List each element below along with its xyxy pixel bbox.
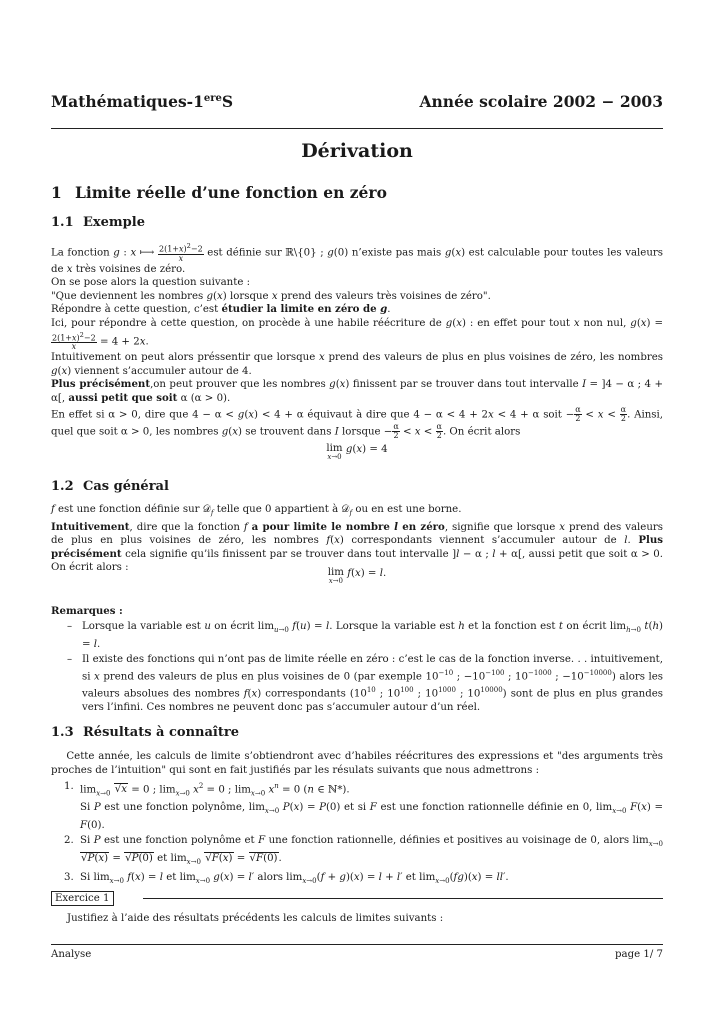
header-school-year: Année scolaire 2002 − 2003 bbox=[419, 92, 663, 111]
results-list bbox=[51, 780, 663, 891]
footer-left: Analyse bbox=[51, 949, 92, 960]
footer-page-number: page 1/ 7 bbox=[614, 949, 663, 960]
list-item: 2. Si P est une fonction polynôme et F une fonction rationnelle, définies et positives au voisinage de 0, alors $\lim_{x\to 0} √P(x) = √P(0)$ et $\lim_{x\to 0} √F(x) = √F(0)$. bbox=[64, 835, 663, 866]
list-item: 3. Si $\lim_{x\to 0} f(x) = l$ et $\lim_{x\to 0} g(x) = l'$ alors $\lim_{x\to 0}(f + g)(x) = l + l'$ et $\lim_{x\to 0}(fg)(x) = ll'$. bbox=[64, 872, 509, 886]
header-rule bbox=[51, 128, 663, 129]
exercise-header bbox=[51, 891, 663, 907]
page-header bbox=[51, 92, 663, 116]
exercise-label: Exercice 1 bbox=[51, 891, 114, 906]
exercise-rule bbox=[143, 898, 663, 899]
list-item: – Lorsque la variable est u on écrit $\lim_{u\to 0} f(u) = l$. Lorsque la variable est h et la fonction est t on écrit $\lim_{h\to 0} t(h) = l$. bbox=[51, 620, 663, 651]
general-case-paragraph: f est une fonction définie sur 𝒟$_f$ telle que 0 appartient à 𝒟$_f$ ou en est une borne. Intuitivement, dire que la fonction f a pour limite le nombre l en zéro, signifie que lorsque x prend des valeurs de plus en plus voisines de zéro, les nombres f(x) correspondants viennent s’accumuler autour de l. Plus précisément cela signifie qu’ils finissent par se trouver dans tout intervalle ]l − α ; l + α[, aussi petit que soit α > 0. On écrit alors : bbox=[51, 504, 663, 574]
remarks-list bbox=[51, 620, 663, 716]
header-subject: Mathématiques-1ereS bbox=[51, 92, 234, 111]
list-item: – Il existe des fonctions qui n’ont pas de limite réelle en zéro : c’est le cas de la fonction inverse. . . intuitivement, si x prend des valeurs de plus en plus voisines de 0 (par exemple $10^{-10}$ ; $-10^{-100}$ ; $10^{-1000}$ ; $-10^{-10000}$) alors les valeurs absolues des nombres f(x) correspondants ($10^{10}$ ; $10^{100}$ ; $10^{1000}$ ; $10^{10000}$) sont de plus en plus grandes vers l’infini. Ces nombres ne peuvent donc pas s’accumuler autour d’un réel. bbox=[51, 653, 663, 714]
exercise-statement: Justifiez à l’aide des résultats précédents les calculs de limites suivants : bbox=[67, 913, 444, 924]
subsection-heading-1-2: 1.2 Cas général bbox=[51, 479, 169, 494]
limit-formula-example: lim x→0 g(x) = 4 bbox=[326, 443, 388, 461]
section-heading-1: 1 Limite réelle d’une fonction en zéro bbox=[51, 183, 387, 202]
footer-rule bbox=[51, 944, 663, 945]
list-item: 1. $\lim_{x\to 0} √x = 0$ ; $\lim_{x\to 0} x^2 = 0$ ; $\lim_{x\to 0} x^n = 0$ (n ∈ ℕ*). Si P est une fonction polynôme, $\lim_{x\to 0} P(x) = P(0)$ et si F est une fonction rationnelle définie en 0, $\lim_{x\to 0} F(x) = F(0)$. bbox=[64, 781, 663, 831]
remarks-label: Remarques : bbox=[51, 605, 123, 617]
limit-formula-general: lim x→0 f(x) = l. bbox=[327, 567, 387, 585]
subsection-heading-1-3: 1.3 Résultats à connaître bbox=[51, 725, 239, 740]
results-intro-paragraph: Cette année, les calculs de limite s’obtiendront avec d’habiles réécritures des expressions et "des arguments très proches de l’intuition" qui sont en fait justifiés par les résulats suivants que nous admettrons : bbox=[51, 751, 663, 776]
example-paragraph: La fonction g : x ⟼ $\frac{2(1+x)^2-2}{x}$ est définie sur ℝ\{0} ; g(0) n’existe pas mais g(x) est calculable pour toutes les valeurs de x très voisines de zéro. On se pose alors la question suivante : "Que deviennent les nombres g(x) lorsque x prend des valeurs très voisines de zéro". Répondre à cette question, c’est étudier la limite en zéro de g. Ici, pour répondre à cette question, on procède à une habile réécriture de g(x) : en effet pour tout x non nul, g(x) = $\frac{2(1+x)^2-2}{x}$ = 4 + 2x. Intuitivement on peut alors préssentir que lorsque x prend des valeurs de plus en plus voisines de zéro, les nombres g(x) viennent s’accumuler autour de 4. Plus précisément,on peut prouver que les nombres g(x) finissent par se trouver dans tout intervalle I = ]4 − α ; 4 + α[, aussi petit que soit α (α > 0). En effet si α > 0, dire que 4 − α < g(x) < 4 + α équivaut à dire que 4 − α < 4 + 2x < 4 + α soit − $\frac{\alpha}{2}$ < x < $\frac{\alpha}{2}$ . Ainsi, quel que soit α > 0, les nombres g(x) se trouvent dans I lorsque − $\frac{\alpha}{2}$ < x < $\frac{\alpha}{2}$ . On écrit alors bbox=[51, 242, 664, 440]
subsection-heading-1-1: 1.1 Exemple bbox=[51, 215, 145, 230]
document-title: Dérivation bbox=[301, 140, 413, 162]
